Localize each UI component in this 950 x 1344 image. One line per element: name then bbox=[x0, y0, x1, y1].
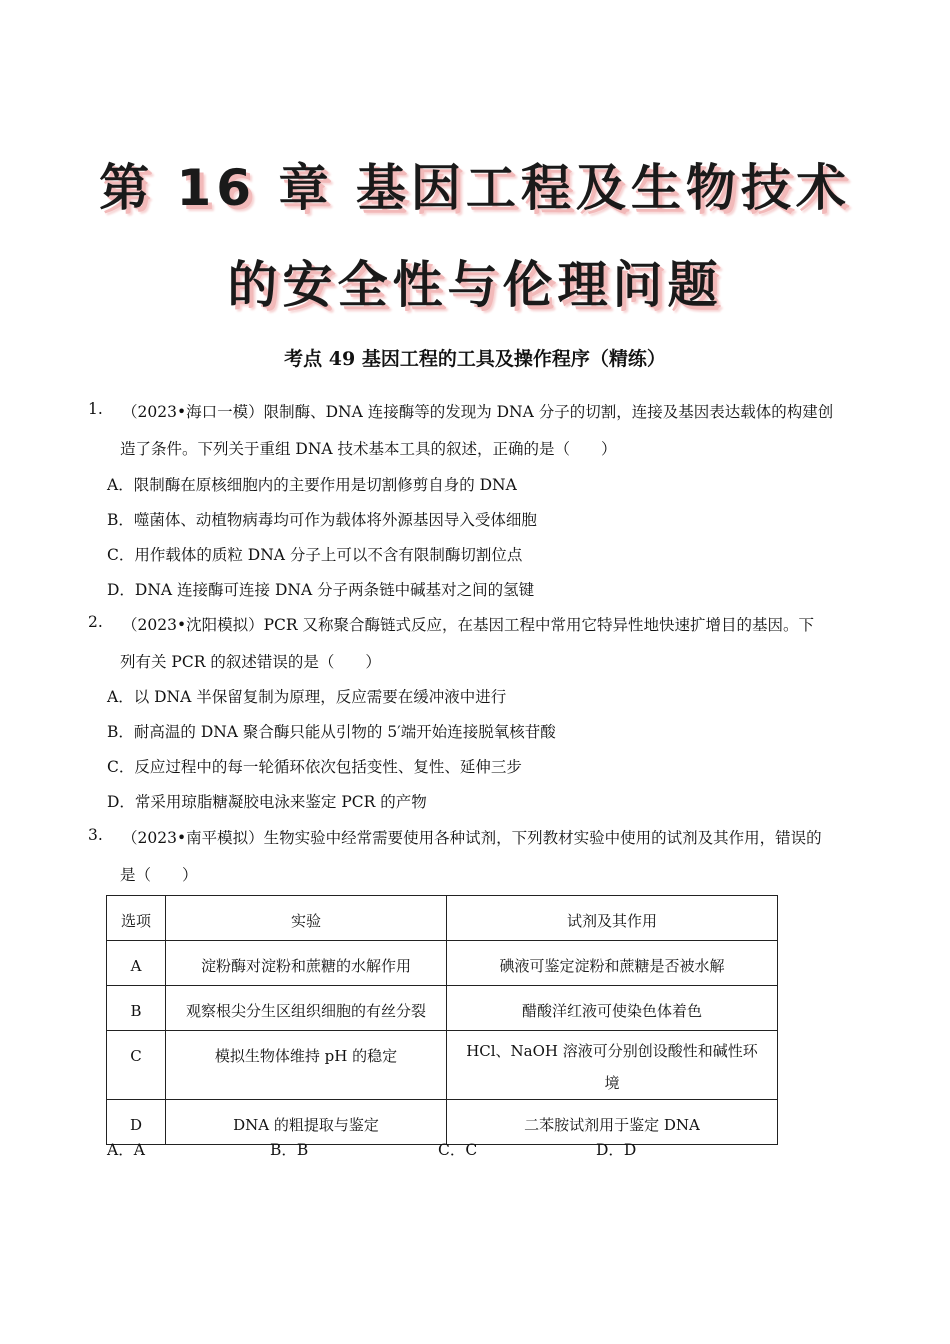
option-c: C．用作载体的质粒 DNA 分子上可以不含有限制酶切割位点 bbox=[107, 546, 523, 564]
answer-option-c: C．C bbox=[438, 1141, 478, 1159]
table-cell-line: HCl、NaOH 溶液可分别创设酸性和碱性环 bbox=[466, 1042, 758, 1060]
chapter-title-line1: 第 16 章 基因工程及生物技术 bbox=[99, 159, 851, 217]
table-cell: 观察根尖分生区组织细胞的有丝分裂 bbox=[166, 986, 447, 1031]
question-number: 3. bbox=[88, 826, 103, 844]
table-cell: C bbox=[107, 1031, 166, 1100]
table-cell bbox=[447, 1031, 778, 1100]
question-stem-line1: （2023•沈阳模拟）PCR 又称聚合酶链式反应，在基因工程中常用它特异性地快速扩增目的基因。下 bbox=[122, 616, 814, 634]
question-stem-line1: （2023•海口一模）限制酶、DNA 连接酶等的发现为 DNA 分子的切割，连接及基因表达载体的构建创 bbox=[122, 403, 834, 421]
table-cell: 醋酸洋红液可使染色体着色 bbox=[447, 986, 778, 1031]
table-cell-line: 境 bbox=[604, 1074, 620, 1092]
question-number: 2. bbox=[88, 613, 103, 631]
section-title: 考点 49 基因工程的工具及操作程序（精练） bbox=[284, 348, 666, 370]
answer-option-a: A．A bbox=[107, 1141, 145, 1159]
table-row bbox=[107, 941, 778, 986]
option-d: D．常采用琼脂糖凝胶电泳来鉴定 PCR 的产物 bbox=[107, 793, 427, 811]
table-header-row bbox=[107, 896, 778, 941]
option-b: B．噬菌体、动植物病毒均可作为载体将外源基因导入受体细胞 bbox=[107, 511, 537, 529]
table-cell: DNA 的粗提取与鉴定 bbox=[166, 1100, 447, 1145]
option-b: B．耐高温的 DNA 聚合酶只能从引物的 5′端开始连接脱氧核苷酸 bbox=[107, 723, 556, 741]
question-stem-line2: 造了条件。下列关于重组 DNA 技术基本工具的叙述，正确的是（ ） bbox=[120, 440, 617, 458]
question-stem-line2: 是（ ） bbox=[120, 866, 198, 884]
answer-option-b: B．B bbox=[270, 1141, 309, 1159]
table-cell: D bbox=[107, 1100, 166, 1145]
table-cell: B bbox=[107, 986, 166, 1031]
question-stem-line1: （2023•南平模拟）生物实验中经常需要使用各种试剂，下列教材实验中使用的试剂及其作用，错误的 bbox=[122, 829, 822, 847]
table-cell: 二苯胺试剂用于鉴定 DNA bbox=[447, 1100, 778, 1145]
table-header-cell: 选项 bbox=[107, 896, 166, 941]
table-header-cell: 实验 bbox=[166, 896, 447, 941]
table-header-cell: 试剂及其作用 bbox=[447, 896, 778, 941]
reagent-table bbox=[106, 895, 778, 1145]
table-cell: 碘液可鉴定淀粉和蔗糖是否被水解 bbox=[447, 941, 778, 986]
table-row bbox=[107, 986, 778, 1031]
question-stem-line2: 列有关 PCR 的叙述错误的是（ ） bbox=[120, 653, 381, 671]
table-row bbox=[107, 1031, 778, 1100]
answer-option-d: D．D bbox=[596, 1141, 637, 1159]
chapter-title-line2: 的安全性与伦理问题 bbox=[227, 256, 723, 314]
option-a: A．以 DNA 半保留复制为原理，反应需要在缓冲液中进行 bbox=[107, 688, 507, 706]
table-cell: A bbox=[107, 941, 166, 986]
option-a: A．限制酶在原核细胞内的主要作用是切割修剪自身的 DNA bbox=[107, 476, 517, 494]
table-cell: 模拟生物体维持 pH 的稳定 bbox=[166, 1031, 447, 1100]
option-c: C．反应过程中的每一轮循环依次包括变性、复性、延伸三步 bbox=[107, 758, 522, 776]
question-number: 1. bbox=[88, 400, 103, 418]
option-d: D．DNA 连接酶可连接 DNA 分子两条链中碱基对之间的氢键 bbox=[107, 581, 535, 599]
table-cell: 淀粉酶对淀粉和蔗糖的水解作用 bbox=[166, 941, 447, 986]
